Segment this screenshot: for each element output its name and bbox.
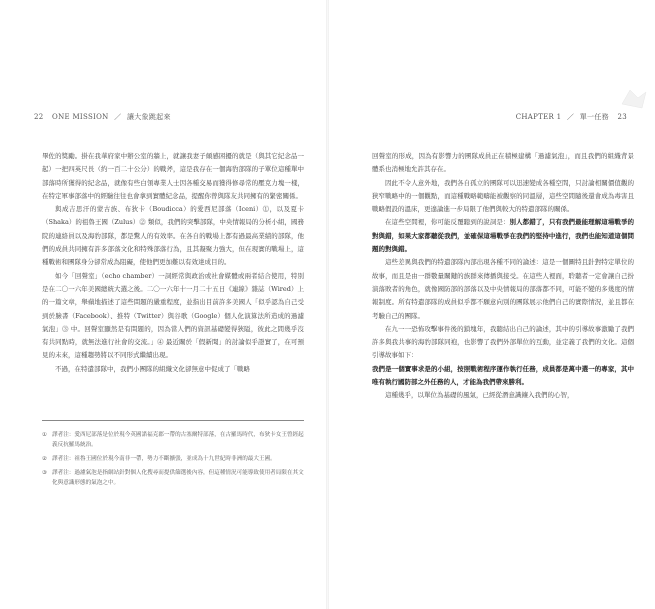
left-page [0,0,327,609]
footnotes [42,430,304,492]
paragraph: 因此不令人意外地，我們各自孤立的團隊可以迅速變成各種空間，只討論相關價值觀的狹窄戰略中的一個觀點，而這種戰略範疇能被觀察的同溫層，這些空間隨後還會成為毒害且戰略假設的溫床，更遑論進一步局限了他們與較大的特遣部隊的關係。 [372,178,634,214]
paragraph: 與成吉思汗的蒙古族、布狄卡（Boudicca）的愛西尼部落（Iceni）⓵，以及夏卡（Shaka）的祖魯王國（Zulus）⓶ 類似，我們的突擊部隊，中央情報局的分析小組，國務院的連絡員以及海豹部隊，都是驚人的有效率。在各自的戰場上都有過最高業績的部隊，他們的成員共同擁有許多部落文化和特殊部落行為，且其凝聚力強大，但在現實的戰場上，這種戰術和團隊身分卻常成為阻礙，使他們更加難以有效達成目的。 [42,205,304,267]
right-body-text [372,150,634,403]
footnote-mark: ② [42,456,48,462]
right-running-header [516,112,627,122]
paragraph: 這些差異與我們的特遣部隊內部出現各種不同的論述：這是一個圖特且針對特定單位的故事，而且是由一群數量關鍵的族群來傳播與接受。在這些人裡面，聆聽者一定會讓自己扮演落敗者的角色，就像國防部的部落以及中央情報局的部落都不同，可能不變的多幾度的情報制度。所有特遣部隊的成員似乎都不願意向別的團隊展示他們自己的實際情況，並且都在考驗自己的團隊。 [372,258,634,320]
corner-ornament [620,86,648,112]
paragraph: 不過，在特遣部隊中，我們小團隊的組織文化卻無意中促成了「戰略 [55,364,250,373]
footnote-text: 譯者注：愛西尼部落是位於現今英國諾福克郡一帶的古塞爾特部落，在古羅馬時代，布狄卡女王曾經起義反抗羅馬統治。 [52,432,304,448]
paragraph: 回聲室的形成，因為有影響力的團隊成員正在積極建構「過濾氣泡」，而且我們的組織背景體系也消極地允許其存在。 [372,152,634,174]
book-subtitle: 讓大象跳起來 [126,113,171,121]
paragraph [372,216,634,256]
emphasized-quote: 別人都錯了，只有我們最能理解這場戰爭的對與錯，如果大家都聽從我們，並確保這場戰爭在我們的堅持中進行，我們也能知道這個問題的對與錯。 [372,218,635,254]
right-page [328,0,655,609]
footnote-text: 譯者注：祖魯王國位於現今南非一帶，勢力不斷擴張，並成為十九世紀時非洲的最大王國。 [52,456,276,462]
footnote [42,430,304,450]
footnote-mark: ① [42,432,48,438]
header-separator: ／ [114,113,122,121]
paragraph-lead: 在這些空間裡，你可能反覆聽到的說詞是： [385,218,510,227]
right-page-number: 23 [617,113,627,121]
chapter-label: CHAPTER 1 [515,113,562,121]
emphasized-quote: 我們是一個實事求是的小組，按照戰術程序運作執行任務，成員都是萬中選一的專家，其中唯有執行國防部之外任務的人，才能為我們帶來勝利。 [372,364,634,387]
footnote [42,468,304,488]
header-separator: ／ [566,113,575,121]
paragraph: 在九一一恐怖攻擊事件後的鎖塊年，我聽結出自己的論述，其中的引導故事激勵了我們許多與我共事的海豹部隊同袍，也影響了我們外部單位的互動，並定義了我們的文化。這個引導故事如下： [372,324,634,360]
paragraph: 這種幾乎，以單位為基礎的風氣，已經從潛意識鑲入我們的心智， [385,391,574,400]
footnote-mark: ③ [42,470,48,476]
footnote-rule [42,420,304,421]
chapter-title: 單一任務 [579,113,609,121]
paragraph: 畢佐的獎勵。掛在我華府家中辦公室的牆上，就讓我妻子頗感困擾的就是（與其它紀念品一起）一把四英尺長（約一百二十公分）的戰斧，這是我存在一個海豹部隊的子單位這種單中部落時所獲得的紀念品，就像有些白領專業人士因各種交易而獲得修尋常的壓克力塊一樣，在特定軍事部落中的經驗往往也會拿到實體紀念品，提醒你曾與隊友共同擁有的緊密關係。 [42,152,304,200]
paragraph: 如今「回聲室」（echo chamber）一詞經常與政治或社會媒體或兩者結合使用，特別是在二〇一六年美國總統大選之後。二〇一六年十一月二十五日《連線》雜誌（Wired）上的一篇文章，舉蘋地描述了這些問題的嚴重程度，並指出目前許多美國人「似乎認為自己受到於臉書（Facebook）、推特（Twitter）與谷歌（Google）個人化演算法所造成的過濾氣泡」⓷ 中。回聲室顯然是有問題的，因為當人們的資訊基礎變得狹隘，彼此之間幾乎沒有共同點時，就無法進行社會的交流。」⓸ 最近關於「假新聞」的討論似乎證實了，在可預見的未來，這種趨勢將以不同形式繼續出現。 [42,271,304,360]
left-page-number: 22 [34,113,44,121]
footnote [42,454,304,464]
left-running-header [34,112,171,122]
left-body-text [42,150,304,376]
footnote-text: 譯者注：過濾氣泡是指網站針對個人化搜尋而提供篩選後內容，但這種情況可能導致使用者局限在其文化與意識形態的氣泡之中。 [52,470,304,486]
book-title: ONE MISSION [52,113,109,121]
